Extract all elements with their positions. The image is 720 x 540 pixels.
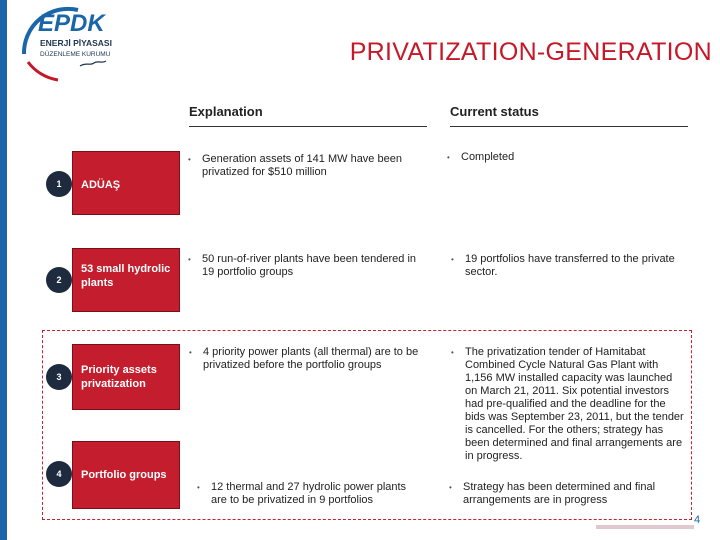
row-label-box: Portfolio groups bbox=[72, 441, 180, 509]
row-label-box: ADÜAŞ bbox=[72, 151, 180, 215]
bullet-icon: • bbox=[451, 255, 454, 264]
row-explanation bbox=[188, 253, 427, 279]
bullet-icon: • bbox=[451, 348, 454, 357]
bullet-icon: • bbox=[447, 153, 450, 162]
bullet-icon: • bbox=[189, 348, 192, 357]
status-header-rule bbox=[450, 126, 688, 127]
row-status-text: Completed bbox=[461, 151, 515, 163]
row-number-badge: 2 bbox=[46, 267, 72, 293]
explanation-header: Explanation bbox=[189, 104, 263, 119]
row-number-badge: 3 bbox=[46, 364, 72, 390]
row-explanation bbox=[197, 481, 423, 507]
row-label-box: Priority assets privatization bbox=[72, 344, 180, 410]
row-explanation-text: 12 thermal and 27 hydrolic power plants are to be privatized in 9 portfolios bbox=[211, 481, 407, 506]
bullet-icon: • bbox=[188, 255, 191, 264]
row-status bbox=[449, 481, 685, 507]
row-number-badge: 1 bbox=[46, 171, 72, 197]
footer-decoration bbox=[596, 525, 694, 529]
logo-subtitle-2: DÜZENLEME KURUMU bbox=[40, 51, 111, 58]
row-status-text: 19 portfolios have transferred to the private sector. bbox=[465, 253, 675, 278]
row-explanation-text: 4 priority power plants (all thermal) are to be privatized before the portfolio groups bbox=[203, 346, 419, 371]
row-status bbox=[451, 253, 685, 279]
row-number-badge: 4 bbox=[46, 461, 72, 487]
row-label-box: 53 small hydrolic plants bbox=[72, 248, 180, 312]
row-explanation bbox=[188, 153, 427, 179]
page-title: PRIVATIZATION-GENERATION bbox=[349, 38, 712, 66]
explanation-header-rule bbox=[189, 126, 427, 127]
bullet-icon: • bbox=[197, 483, 200, 492]
row-explanation-text: Generation assets of 141 MW have been privatized for $510 million bbox=[202, 153, 402, 178]
row-status bbox=[451, 346, 687, 463]
row-explanation bbox=[189, 346, 425, 372]
status-header: Current status bbox=[450, 104, 539, 119]
bullet-icon: • bbox=[188, 155, 191, 164]
row-explanation-text: 50 run-of-river plants have been tendered in 19 portfolio groups bbox=[202, 253, 417, 278]
left-accent-bar bbox=[0, 0, 7, 540]
epdk-logo bbox=[18, 4, 143, 82]
page-number: 4 bbox=[694, 514, 701, 526]
row-status bbox=[447, 151, 686, 164]
logo-subtitle-1: ENERJİ PİYASASI bbox=[40, 38, 112, 48]
bullet-icon: • bbox=[449, 483, 452, 492]
logo-text: EPDK bbox=[38, 10, 105, 37]
row-status-text: The privatization tender of Hamitabat Combined Cycle Natural Gas Plant with 1,156 MW installed capacity was launched on March 21, 2011. Six potential investors had pre-qualified and the deadline for the bids was September 23, 2011, but the tender is cancelled. For the others; strategy has been determined and final arrangements are in progress. bbox=[465, 346, 684, 462]
row-status-text: Strategy has been determined and final arrangements are in progress bbox=[463, 481, 656, 506]
